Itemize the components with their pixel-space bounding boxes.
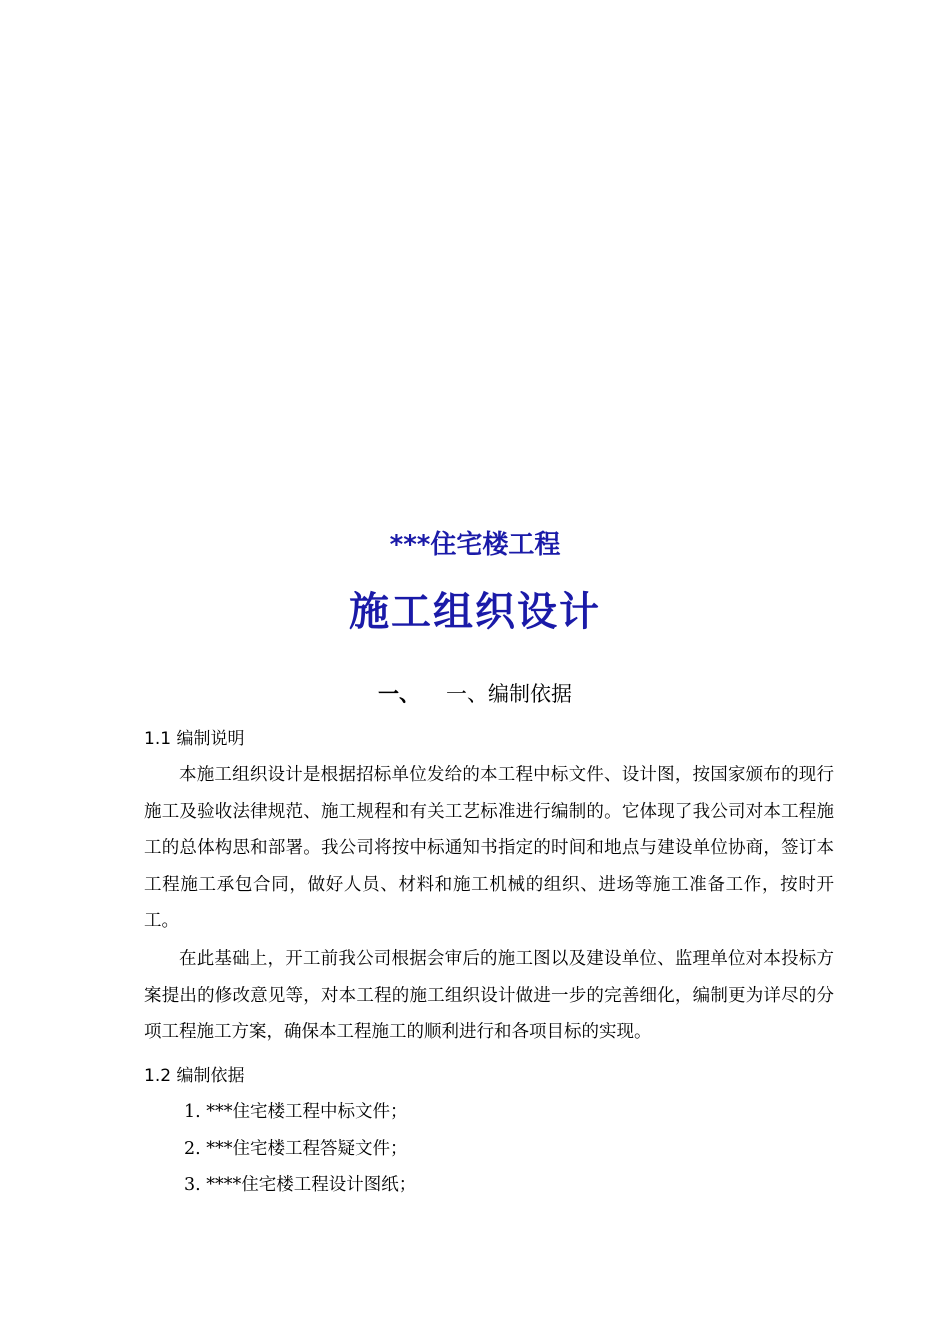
paragraph-2: 在此基础上，开工前我公司根据会审后的施工图以及建设单位、监理单位对本投标方案提出的修改意见等，对本工程的施工组织设计做进一步的完善细化，编制更为详尽的分项工程施工方案，确保本工程施工的顺利进行和各项目标的实现。 bbox=[144, 949, 834, 1042]
paragraph-1: 本施工组织设计是根据招标单位发给的本工程中标文件、设计图，按国家颁布的现行施工及验收法律规范、施工规程和有关工艺标准进行编制的。它体现了我公司对本工程施工的总体构思和部署。我公司将按中标通知书指定的时间和地点与建设单位协商，签订本工程施工承包合同，做好人员、材料和施工机械的组织、进场等施工准备工作，按时开工。 bbox=[144, 765, 834, 931]
section-number: 一、 bbox=[378, 682, 420, 706]
document-title: 施工组织设计 bbox=[349, 588, 601, 635]
subsection-heading-1-2: 1.2 编制依据 bbox=[144, 1066, 245, 1086]
section-heading-text: 一、编制依据 bbox=[446, 682, 572, 706]
subsection-heading-1-1: 1.1 编制说明 bbox=[144, 729, 245, 749]
section-heading bbox=[0, 678, 950, 710]
list-item: 1. ***住宅楼工程中标文件； bbox=[184, 1102, 408, 1122]
document-subtitle: ***住宅楼工程 bbox=[389, 530, 561, 560]
list-item: 2. ***住宅楼工程答疑文件； bbox=[184, 1138, 408, 1159]
basis-list bbox=[184, 1094, 416, 1204]
list-item: 3. ****住宅楼工程设计图纸； bbox=[184, 1175, 417, 1195]
